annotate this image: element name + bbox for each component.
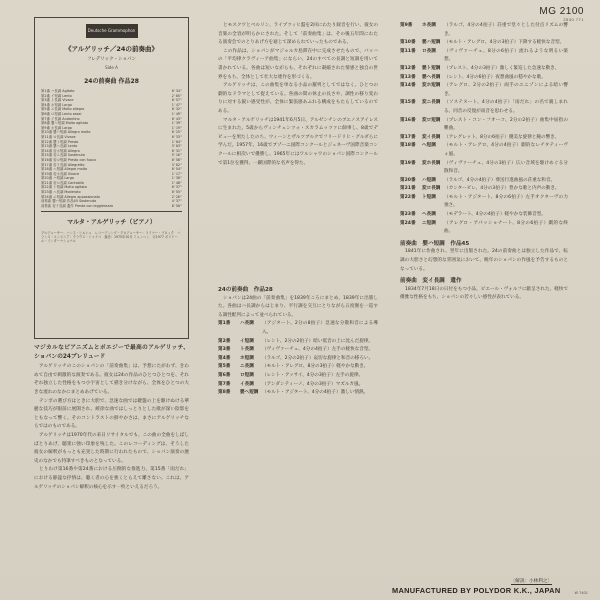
track-title: 第20番 ハ短調 Largo: [41, 176, 74, 181]
prelude-entry: [218, 381, 378, 390]
prelude-entry: [400, 220, 568, 237]
prelude-desc: （ヴィヴァーチェ、4分の3拍子）広い音域を駆けめぐる分散和音。: [444, 160, 568, 175]
prelude-entry: [218, 389, 378, 398]
track-length: 1'49": [171, 111, 182, 116]
paragraph: とモスクワとベルリン、ライプツィヒ盤を2回にわたり録音を行い、彼女の音楽の全容が明らかにされた。そして「前奏曲集」は、その後五年間にわたる演奏会でのとりあげ方を通じて深められていったものである。: [218, 23, 378, 46]
prelude-key: ニ長調: [240, 364, 254, 370]
prelude-desc: （モルト・アレグロ、8分の3拍子）軽やかな動き。: [262, 364, 369, 370]
prelude-list: [400, 22, 568, 237]
track-length: 1'48": [171, 180, 182, 185]
prelude-no: 第20番: [400, 177, 416, 183]
prelude-key: 変ニ長調: [422, 100, 441, 106]
prelude-key: ロ短調: [240, 372, 254, 378]
prelude-key: ト長調: [240, 347, 254, 353]
prelude-desc: （ラルゴ、4分の4拍子）荘重で堂々とした付点リズムの響き。: [444, 23, 568, 37]
track-length: 0'34": [171, 89, 182, 93]
prelude-desc: （カンタービレ、4分の3拍子）豊かな歌と内声の動き。: [444, 186, 560, 192]
prelude-entry: [400, 142, 568, 159]
prelude-desc: （ソステヌート、4分の4拍子）「雨だれ」の名で親しまれる。同音の反復が雨音を思わせる。: [444, 100, 568, 114]
prelude-key: 嬰ハ短調: [422, 40, 441, 46]
prelude-key: ハ短調: [422, 177, 436, 183]
track-length: 1'17": [171, 171, 182, 176]
prelude-no: 第16番: [400, 117, 416, 123]
prelude-no: 第18番: [400, 143, 416, 149]
track-length: 0'25": [171, 130, 182, 135]
manufacturer-code: W 7401: [574, 591, 588, 595]
tracklist-box: [34, 17, 189, 339]
track-list: [41, 89, 182, 208]
catalog-number-text: MG 2100: [539, 6, 584, 17]
prelude-no: 第4番: [218, 355, 231, 361]
prelude-no: 第17番: [400, 134, 416, 140]
track-length: 0'55": [171, 190, 182, 195]
track-length: 0'43": [171, 116, 182, 121]
track-title: 第22番 ト短調 Molto agitato: [41, 185, 87, 190]
track-title: 第24番 ニ短調 Allegro appassionato: [41, 194, 100, 199]
paragraph: 1834年7月18日の日付をもつ小品。ピエール・ヴォルフに献呈された。軽快で優雅な性格をもち、ショパンの若々しい感性が表れている。: [400, 286, 568, 301]
track-length: 2'26": [171, 194, 182, 199]
catalog-number: [539, 6, 584, 22]
track-length: 1'47": [171, 102, 182, 107]
prelude-desc: （アレグロ・アパッショナート、8分の6拍子）劇的な終曲。: [444, 220, 568, 235]
track-length: 4'37": [171, 199, 182, 204]
prelude-no: 第5番: [218, 364, 231, 370]
track-title: 第4番 ホ短調 Largo: [41, 102, 72, 107]
prelude-desc: （レント、2分の2拍子）暗い低音の上に沈んだ旋律。: [262, 338, 373, 344]
track-length: 0'50": [171, 203, 182, 208]
prelude-entry: [400, 160, 568, 177]
prelude-desc: （アレグレット、8分の6拍子）優美な旋律と鐘の響き。: [444, 134, 560, 140]
paragraph: 1841年に作曲され、翌年に出版された。24の前奏曲とは独立した作品で、転調の大胆さと幻想的な雰囲気において、晩年のショパンの作風を予告するものとなっている。: [400, 249, 568, 272]
prelude-key: ト短調: [422, 194, 436, 200]
prelude-desc: （モルト・アレグロ、4分の4拍子）劇的なレチタティーヴォ風。: [444, 143, 568, 157]
track-title: 第9番 ホ長調 Largo: [41, 125, 72, 130]
prelude-no: 第13番: [400, 74, 416, 80]
prelude-entry: [218, 355, 378, 364]
prelude-no: 第24番: [400, 220, 416, 226]
track-title: 第23番 ヘ長調 Moderato: [41, 190, 81, 195]
prelude-desc: （アレグロ、2分の2拍子）両手のユニゾンによる暗い響き。: [444, 83, 568, 97]
track-title: 第15番 変ニ長調 Sostenuto: [41, 153, 85, 158]
paragraph: アルゲリッチは、この曲集を単なる小品の羅列としてではなく、ひとつの劇的なドラマとして捉えている。各曲の間の休止の長さや、調性の移り変わりに対する鋭い感受性が、全体に緊張感あふれる構成をもたらしているのである。: [218, 83, 378, 114]
prelude-no: 第14番: [400, 83, 416, 89]
album-title: 《アルゲリッチ／24の前奏曲》: [65, 45, 158, 53]
prelude-no: 第21番: [400, 186, 416, 192]
prelude-no: 第3番: [218, 347, 231, 353]
prelude-desc: （レント、4分の6拍子）夜想曲風の穏やかな歌。: [444, 74, 546, 80]
prelude-entry: [400, 99, 568, 116]
prelude-desc: （ラルゴ、4分の4拍子）葬送行進曲風の荘重な和音。: [444, 177, 556, 183]
track-title: 第6番 ロ短調 Lento assai: [41, 111, 82, 116]
prelude-desc: （モルト・アジタート、8分の6拍子）左手オクターヴの力強さ。: [444, 194, 568, 209]
track-title: 第12番 嬰ト短調 Presto: [41, 139, 79, 144]
paragraph: テンポの選び方はときに大胆で、急速な曲では鍵盤の上を駆けぬける華麗な技巧が眼前に展開され、緩徐な曲ではしっとりとした歌が深い陰影をともなって響く。そのコントラストの鮮やかさは、まさにアルゲリッチならではのものである。: [34, 398, 189, 430]
prelude-key: 嬰ヘ短調: [240, 390, 259, 396]
label-brand-text: Deutsche Grammophon: [87, 28, 136, 33]
track-title: 第17番 変イ長調 Allegretto: [41, 162, 85, 167]
paragraph: アルゲリッチは1970年代の来日リサイタルでも、この曲の全曲をしばしばとりあげ、聴衆に強い印象を残した。このレコーディングは、そうした彼女の解釈がもっとも充実した時期に行われたもので、ショパン演奏の歴史のなかでも特筆すべきものとなっている。: [34, 432, 189, 464]
track-length: 1'19": [171, 125, 182, 130]
track-length: 1'30": [171, 176, 182, 181]
prelude-entry: [400, 177, 568, 186]
track-length: 2'05": [171, 93, 182, 98]
liner-notes-column-3: [400, 22, 568, 577]
prelude-key: イ長調: [240, 381, 254, 387]
prelude-no: 第1番: [218, 321, 231, 327]
track-title: 第5番 ニ長調 Molto allegro: [41, 107, 85, 112]
prelude-key: ヘ短調: [422, 143, 436, 149]
prelude-key: 嬰ヘ長調: [422, 74, 441, 80]
track-length: 0'54": [171, 167, 182, 172]
prelude-key: 変ホ長調: [422, 160, 441, 166]
prelude-entry: [400, 65, 568, 74]
performer-name: マルタ・アルゲリッチ（ピアノ）: [67, 219, 156, 227]
prelude-no: 第23番: [400, 212, 416, 218]
prelude-key: ヘ長調: [422, 212, 436, 218]
track-title: 第21番 変ロ長調 Cantabile: [41, 180, 84, 185]
track-length: 0'33": [171, 134, 182, 139]
prelude-entry: [400, 39, 568, 48]
track-title: 前奏曲 変イ長調 遺作 Presto con leggierezza: [41, 203, 113, 208]
prelude-desc: （プレスト、4分の3拍子）激しく緊迫した急速な動き。: [444, 65, 560, 71]
liner-notes-column-2-lower: [218, 283, 378, 588]
prelude-no: 第8番: [218, 390, 231, 396]
prelude-entry: [400, 82, 568, 99]
liner-notes-column-2: [218, 22, 378, 274]
prelude-key: 変ロ短調: [422, 117, 441, 123]
prelude-desc: （モルト・アレグロ、4分の3拍子）下降する軽快な音型。: [444, 40, 565, 46]
prelude-entry: [218, 338, 378, 347]
prelude-key: 嬰ト短調: [422, 65, 441, 71]
prelude-key: イ短調: [240, 338, 254, 344]
track-title: 第18番 ヘ短調 Allegro molto: [41, 167, 88, 172]
prelude-no: 第2番: [218, 338, 231, 344]
prelude-desc: （モデラート、4分の4拍子）軽やかな装飾音型。: [444, 212, 546, 218]
track-length: 3'03": [171, 144, 182, 149]
prelude-entry: [218, 372, 378, 381]
track-title: 前奏曲 嬰ハ短調 作品45 Sostenuto: [41, 199, 97, 204]
paragraph: マルタ・アルゲリッチは1941年6月5日、アルゼンチンのブエノスアイレスに生まれた。5歳からヴィンチェンツォ・スカラムッツァに師事し、8歳でデビューを果たしたのち、ウィーンとザルツブルクでフリードリヒ・グルダらに学んだ。1957年、16歳でブゾーニ国際コンクールとジュネーヴ国際音楽コンクールに相次いで優勝し、1965年にはワルシャワのショパン国際コンクールで第1位を獲得、一躍国際的な名声を得た。: [218, 117, 378, 166]
divider: [41, 211, 182, 212]
prelude-key: 変ロ長調: [422, 186, 441, 192]
prelude-desc: （ヴィヴァーチェ、4分の4拍子）左手の軽快な音型。: [262, 347, 374, 353]
prelude-desc: （レント・アッサイ、4分の3拍子）左手の旋律。: [262, 372, 364, 378]
work-title: 24の前奏曲 作品28: [84, 78, 139, 85]
paragraph: アルゲリッチのこのショパンの「前奏曲集」は、予想にたがわず、きわめて自由で刺激的な演奏である。彼女は24の作品のひとつひとつを、それぞれ独立した性格をもつ小宇宙として描き分けながら、全体をひとつの大きな流れのなかにまとめあげている。: [34, 364, 189, 395]
section-heading: 前奏曲 変イ長調 遺作: [400, 278, 462, 285]
prelude-desc: （モルト・アジタート、4分の4拍子）激しい情熱。: [262, 390, 369, 396]
paragraph: ショパンは24曲の「前奏曲集」を1839年ころにまとめ、1839年に出版した。各曲はハ長調からはじまり、平行調を交互にとりながら五度圏を一巡する調性配列によって並べられている。: [218, 295, 378, 318]
section-heading: 24の前奏曲 作品28: [218, 287, 273, 293]
track-length: 1'39": [171, 121, 182, 126]
track-title: 第11番 ロ長調 Vivace: [41, 134, 76, 139]
prelude-key: ホ長調: [422, 23, 436, 28]
prelude-entry: [400, 117, 568, 134]
liner-notes-lead: マジカルなピアニズムとポエジーで最高のアルゲリッチ、ショパンの24プレリュード: [34, 345, 189, 360]
prelude-entry: [218, 320, 378, 337]
prelude-key: 変ホ短調: [422, 83, 441, 89]
prelude-key: ホ短調: [240, 355, 254, 361]
annotator-credit: 〔解説：小林利之〕: [510, 579, 552, 584]
prelude-list: [218, 320, 378, 397]
track-length: 1'04": [171, 139, 182, 144]
prelude-no: 第12番: [400, 65, 416, 71]
prelude-entry: [218, 346, 378, 355]
prelude-entry: [400, 74, 568, 83]
prelude-entry: [218, 363, 378, 372]
prelude-key: ハ長調: [240, 321, 254, 327]
paragraph: とりわけ第16番や第24番における圧倒的な推進力、第15番「雨だれ」における静謐な抒情は、聴く者の心を強くとらえて離さない。これは、アルゲリッチのショパン解釈の核心を示す一枚といえるだろう。: [34, 467, 189, 490]
track-title: 第19番 変ホ長調 Vivace: [41, 171, 80, 176]
prelude-key: ニ短調: [422, 220, 436, 226]
manufacturer-line: MANUFACTURED BY POLYDOR K.K., JAPAN: [392, 586, 561, 595]
track-title: 第16番 変ロ短調 Presto con fuoco: [41, 157, 96, 162]
prelude-key: 変イ長調: [422, 134, 441, 140]
prelude-entry: [400, 194, 568, 211]
track-row: [41, 204, 182, 209]
dg-label-logo: [86, 24, 138, 38]
paragraph: この作品は、ショパンがマジョルカ島滞在中に完成させたもので、バッハの「平均律クラヴィーア曲集」にならい、24のすべての長調と短調を用いて書かれている。各曲は短いながらも、それぞれに凝縮された情感と独自の世界をもち、全体として壮大な連作を形づくる。: [218, 48, 378, 80]
track-length: 5'16": [171, 153, 182, 158]
track-length: 3'02": [171, 162, 182, 167]
prelude-entry: [400, 134, 568, 143]
prelude-desc: （ヴィヴァーチェ、8分の6拍子）流れるような明るい楽想。: [444, 48, 568, 63]
prelude-no: 第10番: [400, 40, 416, 46]
recording-credits: プロデューサー：ハンス・ヒルシュ レコーディング・プロデューサー：ライナー・ブロック バランス・エンジニア：クラウス・シャイベ 録音：1975年10月 ミュンヘン ⓟ1977 ポリドール・インターナショナル: [41, 231, 181, 244]
side-label: Side A: [105, 65, 118, 70]
track-title: 第7番 イ長調 Andantino: [41, 116, 80, 121]
track-title: 第14番 変ホ短調 Allegro: [41, 148, 80, 153]
prelude-entry: [400, 211, 568, 220]
composer-name: フレデリック・ショパン: [86, 57, 137, 62]
prelude-desc: （ラルゴ、2分の2拍子）哀切な旋律と和音の移ろい。: [262, 355, 374, 361]
prelude-no: 第22番: [400, 194, 416, 200]
prelude-no: 第19番: [400, 160, 416, 166]
track-title: 第1番 ハ長調 Agitato: [41, 89, 75, 93]
catalog-sub-number: 2530 771: [563, 17, 584, 22]
prelude-no: 第6番: [218, 372, 231, 378]
prelude-entry: [400, 22, 568, 39]
prelude-desc: （プレスト・コン・フオーコ、2分の2拍子）曲集中屈指の難曲。: [444, 117, 568, 132]
liner-notes-column-1: [34, 344, 189, 594]
track-title: 第10番 嬰ハ短調 Allegro molto: [41, 130, 91, 135]
prelude-desc: （アンダンティーノ、4分の3拍子）マズルカ風。: [262, 381, 364, 387]
prelude-entry: [400, 185, 568, 194]
prelude-no: 第7番: [218, 381, 231, 387]
track-length: 0'37": [171, 185, 182, 190]
prelude-no: 第9番: [400, 23, 413, 28]
prelude-no: 第15番: [400, 100, 416, 106]
track-title: 第8番 嬰ヘ短調 Molto agitato: [41, 121, 89, 126]
track-title: 第13番 嬰ヘ長調 Lento: [41, 144, 78, 149]
prelude-entry: [400, 48, 568, 65]
prelude-desc: （アジタート、2分の8拍子）急速な分散和音による導入。: [262, 321, 378, 335]
track-length: 0'57": [171, 98, 182, 103]
section-heading: 前奏曲 嬰ハ短調 作品45: [400, 240, 470, 247]
track-title: 第3番 ト長調 Vivace: [41, 98, 74, 103]
track-length: 0'32": [171, 107, 182, 112]
prelude-no: 第11番: [400, 48, 416, 54]
track-length: 0'58": [171, 157, 182, 162]
prelude-key: ロ長調: [422, 48, 436, 54]
track-length: 0'31": [171, 148, 182, 153]
track-title: 第2番 イ短調 Lento: [41, 93, 72, 98]
